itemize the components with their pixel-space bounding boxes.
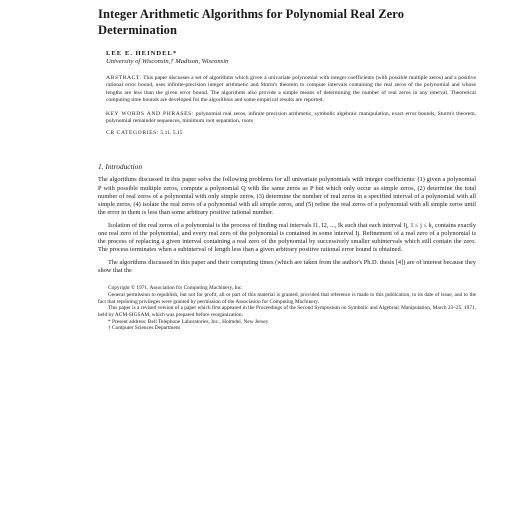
cr-categories <box>106 130 476 136</box>
footnotes <box>98 285 476 332</box>
author-affiliation: University of Wisconsin,† Madison, Wisconsin <box>106 58 229 65</box>
cr-categories-label: CR CATEGORIES: <box>106 130 159 137</box>
footnote-department: † Computer Sciences Department <box>108 325 180 332</box>
footnote-permission: General permission to republish, but not for profit, all or part of this material is granted, provided that reference is made to this publication, to its date of issue, and to the fact that reprinting privileges were granted by permission of the Association for Computing Machinery. <box>98 291 476 305</box>
section-heading: 1. Introduction <box>98 162 143 172</box>
abstract-text: This paper discusses a set of algorithms which given a univariate polynomial with integer coefficients (with possible multiple zeros) and a positive rational error bound, uses infinite-precision integer arithmetic and Sturm's theorem to compute intervals containing the real zeros of the polynomial and whose lengths are less than the given error bound. The algorithms also provide a simple means of determining the number of real zeros in any interval. Theoretical computing time bounds are developed for the algorithms and some empirical results are reported. <box>106 75 476 104</box>
abstract-label: ABSTRACT. <box>106 75 142 81</box>
keywords <box>106 111 476 126</box>
cr-categories-text: 5.11, 5.15 <box>160 130 183 137</box>
keywords-text: polynomial real zeros, infinite precision arithmetic, symbolic algebraic manipulation, exact error bounds, Sturm's theorem, polynomial remainder sequences, minimum root separation, roots <box>106 110 476 125</box>
paragraph: The algorithms discussed in this paper and their computing times (which are taken from the author's Ph.D. thesis [4]) are of interest because they show that the <box>98 258 476 274</box>
paragraph: The algorithms discussed in this paper solve the following problems for all univariate polynomials with integer coefficients: (1) given a polynomial P with possible multiple zeros, compute a polynomial Q with the same zeros as P but which only occur as simple zeros, (2) determine the total number of real zeros of a polynomial with only simple zeros, (3) determine the number of real zeros in a specified interval of a polynomial with all simple zeros, (4) isolate the real zeros of a polynomial with all simple zeros, and (5) refine the real zeros of a polynomial with all simple zeros until the error in them is less than some arbitrary positive rational number. <box>98 176 476 217</box>
author-name: LEE E. HEINDEL* <box>106 50 178 57</box>
paper-title: Integer Arithmetic Algorithms for Polynomial Real Zero Determination <box>98 7 405 37</box>
footnote-copyright: Copyright © 1971, Association for Computing Machinery, Inc. <box>108 285 243 292</box>
body-text <box>98 176 476 275</box>
footnote-revision: This paper is a revised version of a paper which first appeared in the Proceedings of the Second Symposium on Symbolic and Algebraic Manipulation, March 23–25, 1971, held by ACM-SIGSAM, which was prepared before reorganization. <box>98 305 476 318</box>
keywords-label: KEY WORDS AND PHRASES: <box>106 110 194 117</box>
abstract <box>106 75 476 105</box>
paragraph: Isolation of the real zeros of a polynomial is the process of finding real intervals I1, I2, ..., Ik such that each interval Ij, 1 ≤ j ≤ k, contains exactly one real zero of the polynomial, and every real zero of the polynomial is contained in some interval Ij. Refinement of a real zero of a polynomial is the process of replacing a given interval containing a real zero of the polynomial by successively smaller subintervals which still contain the zero. The process terminates when a subinterval of length less than a given arbitrary positive rational error bound is obtained. <box>98 221 476 254</box>
footnote-address: * Present address: Bell Telephone Laboratories, Inc., Holmdel, New Jersey <box>108 318 269 325</box>
